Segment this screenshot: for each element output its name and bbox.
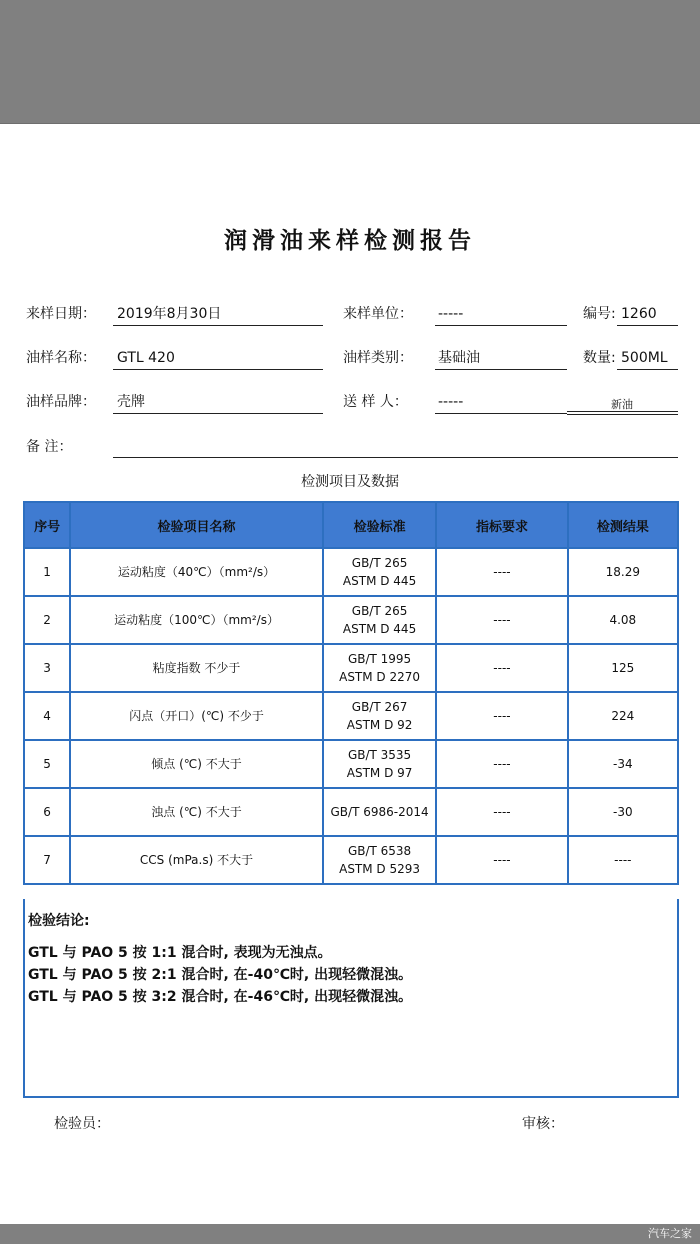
- row-result: 125: [568, 644, 678, 692]
- row-requirement: ----: [436, 644, 567, 692]
- standard-line-2: ASTM D 445: [342, 622, 417, 636]
- row-standard: [323, 788, 436, 836]
- table-row: [24, 644, 678, 692]
- oil-type-value: 基础油: [438, 350, 480, 366]
- standard-line-1: GB/T 1995: [347, 652, 412, 666]
- inspector-label: 检验员：: [54, 1116, 110, 1132]
- standard-line-1: GB/T 3535: [347, 748, 412, 762]
- number-value: 1260: [621, 306, 657, 322]
- sample-unit-label: 来样单位：: [343, 306, 413, 322]
- sample-date-underline: [113, 325, 323, 326]
- remark-label: 备 注：: [26, 439, 73, 455]
- row-no: 4: [24, 692, 70, 740]
- table-row: [24, 548, 678, 596]
- standard-line-2: ASTM D 5293: [339, 862, 421, 876]
- standard-line-1: GB/T 267: [351, 700, 408, 714]
- header-result: 检测结果: [568, 502, 678, 548]
- row-item: 倾点 (℃) 不大于: [70, 740, 323, 788]
- standard-line-1: GB/T 265: [351, 556, 408, 570]
- row-no: 5: [24, 740, 70, 788]
- row-no: 1: [24, 548, 70, 596]
- viewer-top-bar: [0, 0, 700, 124]
- section-caption: 检测项目及数据: [301, 474, 399, 490]
- row-standard: [323, 548, 436, 596]
- row-standard: [323, 644, 436, 692]
- viewer-bottom-bar: [0, 1224, 700, 1244]
- conclusion-label: 检验结论:: [28, 913, 90, 929]
- results-table: [23, 501, 679, 885]
- sample-date-label: 来样日期：: [26, 306, 96, 322]
- table-row: [24, 740, 678, 788]
- standard-line-1: GB/T 6538: [347, 844, 412, 858]
- row-result: 4.08: [568, 596, 678, 644]
- sender-underline: [435, 413, 567, 414]
- row-requirement: ----: [436, 836, 567, 884]
- report-title: 润滑油来样检测报告: [224, 227, 476, 254]
- row-requirement: ----: [436, 596, 567, 644]
- remark-underline: [113, 457, 678, 458]
- row-no: 6: [24, 788, 70, 836]
- condition-underline-2: [567, 414, 678, 415]
- quantity-value: 500ML: [621, 350, 668, 366]
- table-row: [24, 692, 678, 740]
- row-requirement: ----: [436, 548, 567, 596]
- row-item: CCS (mPa.s) 不大于: [70, 836, 323, 884]
- table-row: [24, 596, 678, 644]
- row-requirement: ----: [436, 740, 567, 788]
- oil-type-label: 油样类别：: [343, 350, 413, 366]
- row-item: 浊点 (℃) 不大于: [70, 788, 323, 836]
- sender-label: 送 样 人：: [343, 394, 408, 410]
- standard-line-2: ASTM D 97: [346, 766, 413, 780]
- sample-unit-value: -----: [438, 306, 464, 322]
- row-no: 3: [24, 644, 70, 692]
- row-item: 闪点（开口）(℃) 不少于: [70, 692, 323, 740]
- standard-line-2: ASTM D 445: [342, 574, 417, 588]
- oil-name-label: 油样名称：: [26, 350, 96, 366]
- sample-unit-underline: [435, 325, 567, 326]
- row-result: 18.29: [568, 548, 678, 596]
- quantity-label: 数量:: [583, 350, 616, 366]
- row-item: 运动粘度（40℃）（mm²/s）: [70, 548, 323, 596]
- header-requirement: 指标要求: [436, 502, 567, 548]
- row-item: 粘度指数 不少于: [70, 644, 323, 692]
- brand-value: 壳牌: [117, 394, 145, 410]
- number-underline: [617, 325, 678, 326]
- conclusion-box: [23, 899, 679, 1098]
- sender-value: -----: [438, 394, 464, 410]
- brand-underline: [113, 413, 323, 414]
- table-row: [24, 788, 678, 836]
- row-no: 2: [24, 596, 70, 644]
- oil-name-value: GTL 420: [117, 350, 175, 366]
- standard-line-2: ASTM D 92: [346, 718, 413, 732]
- sample-date-value: 2019年8月30日: [117, 306, 222, 322]
- oil-name-underline: [113, 369, 323, 370]
- row-result: -30: [568, 788, 678, 836]
- row-standard: [323, 596, 436, 644]
- row-standard: [323, 740, 436, 788]
- conclusion-line-3: GTL 与 PAO 5 按 3:2 混合时, 在-46℃时, 出现轻微混浊。: [28, 989, 413, 1005]
- conclusion-line-2: GTL 与 PAO 5 按 2:1 混合时, 在-40℃时, 出现轻微混浊。: [28, 967, 413, 983]
- standard-line-2: ASTM D 2270: [339, 670, 421, 684]
- standard-line-1: GB/T 6986-2014: [330, 805, 429, 819]
- condition-underline-1: [567, 411, 678, 412]
- oil-type-underline: [435, 369, 567, 370]
- quantity-underline: [617, 369, 678, 370]
- table-header-row: [24, 502, 678, 548]
- row-standard: [323, 836, 436, 884]
- row-result: -34: [568, 740, 678, 788]
- row-standard: [323, 692, 436, 740]
- row-item: 运动粘度（100℃）（mm²/s）: [70, 596, 323, 644]
- brand-label: 油样品牌：: [26, 394, 96, 410]
- row-result: 224: [568, 692, 678, 740]
- header-no: 序号: [24, 502, 70, 548]
- row-requirement: ----: [436, 692, 567, 740]
- reviewer-label: 审核：: [522, 1116, 564, 1132]
- row-result: ----: [568, 836, 678, 884]
- row-requirement: ----: [436, 788, 567, 836]
- standard-line-1: GB/T 265: [351, 604, 408, 618]
- conclusion-line-1: GTL 与 PAO 5 按 1:1 混合时, 表现为无浊点。: [28, 945, 332, 961]
- header-standard: 检验标准: [323, 502, 436, 548]
- table-row: [24, 836, 678, 884]
- watermark-text: 汽车之家: [648, 1227, 692, 1240]
- condition-value: 新油: [611, 398, 633, 411]
- header-item: 检验项目名称: [70, 502, 323, 548]
- row-no: 7: [24, 836, 70, 884]
- number-label: 编号:: [583, 306, 616, 322]
